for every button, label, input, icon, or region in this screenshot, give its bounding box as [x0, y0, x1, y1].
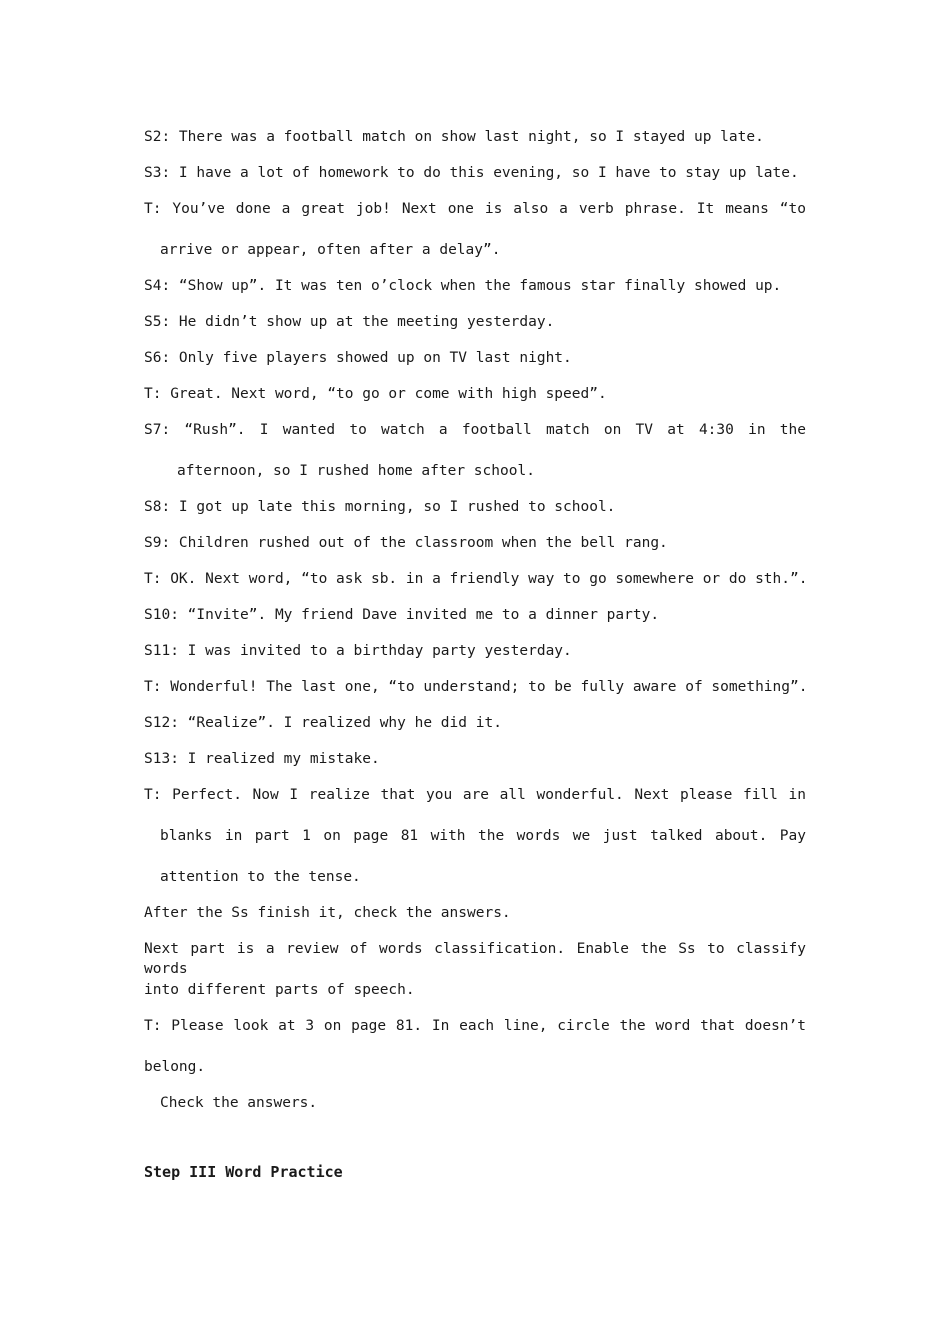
dialogue-line-s8: S8: I got up late this morning, so I rushed to school.	[144, 499, 616, 515]
dialogue-line-s13: S13: I realized my mistake.	[144, 751, 380, 767]
dialogue-line-teacher-5-cont-2: attention to the tense.	[160, 869, 361, 885]
dialogue-line-teacher-2: T: Great. Next word, “to go or come with high speed”.	[144, 386, 607, 402]
dialogue-line-teacher-5-cont-1: blanks in part 1 on page 81 with the words we just talked about. Pay	[160, 828, 806, 844]
instruction-line-1: After the Ss finish it, check the answers.	[144, 905, 511, 921]
dialogue-line-teacher-6-cont: belong.	[144, 1059, 206, 1075]
dialogue-line-s3: S3: I have a lot of homework to do this evening, so I have to stay up late.	[144, 165, 799, 181]
dialogue-line-s10: S10: “Invite”. My friend Dave invited me to a dinner party.	[144, 607, 660, 623]
dialogue-line-teacher-4: T: Wonderful! The last one, “to understand; to be fully aware of something”.	[144, 679, 808, 695]
dialogue-line-s7: S7: “Rush”. I wanted to watch a football match on TV at 4:30 in the	[144, 422, 806, 438]
instruction-line-2: Next part is a review of words classification. Enable the Ss to classify words	[144, 941, 806, 977]
instruction-line-2-cont: into different parts of speech.	[144, 982, 415, 998]
dialogue-line-s9: S9: Children rushed out of the classroom when the bell rang.	[144, 535, 668, 551]
dialogue-line-s7-cont: afternoon, so I rushed home after school.	[177, 463, 535, 479]
dialogue-line-teacher-3: T: OK. Next word, “to ask sb. in a friendly way to go somewhere or do sth.”.	[144, 571, 808, 587]
section-heading: Step III Word Practice	[144, 1163, 343, 1181]
instruction-line-check: Check the answers.	[160, 1095, 318, 1111]
dialogue-line-s12: S12: “Realize”. I realized why he did it.	[144, 715, 502, 731]
dialogue-line-teacher-6: T: Please look at 3 on page 81. In each line, circle the word that doesn’t	[144, 1018, 806, 1034]
dialogue-line-teacher-1: T: You’ve done a great job! Next one is also a verb phrase. It means “to	[144, 201, 806, 217]
dialogue-line-s5: S5: He didn’t show up at the meeting yesterday.	[144, 314, 555, 330]
dialogue-line-s11: S11: I was invited to a birthday party yesterday.	[144, 643, 572, 659]
dialogue-line-s6: S6: Only five players showed up on TV last night.	[144, 350, 572, 366]
dialogue-line-teacher-1-cont: arrive or appear, often after a delay”.	[160, 242, 501, 258]
dialogue-line-s2: S2: There was a football match on show last night, so I stayed up late.	[144, 129, 764, 145]
dialogue-line-s4: S4: “Show up”. It was ten o’clock when the famous star finally showed up.	[144, 278, 782, 294]
dialogue-line-teacher-5: T: Perfect. Now I realize that you are all wonderful. Next please fill in	[144, 787, 806, 803]
